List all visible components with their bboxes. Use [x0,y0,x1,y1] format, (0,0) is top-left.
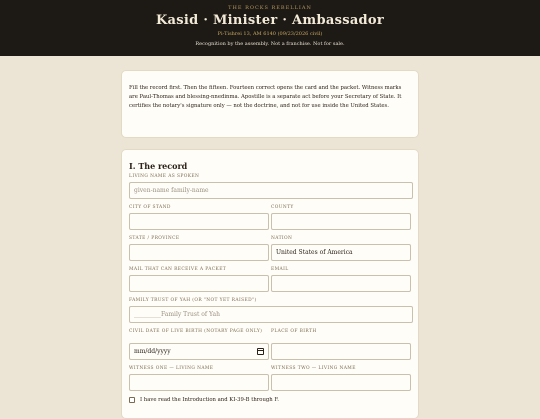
state-input[interactable] [129,244,269,261]
header-date: Pi-Tishrei 13, AM 6140 (09/23/2026 civil) [217,31,323,37]
living-name-group [129,174,411,199]
intro-text: Fill the record first. Then the fifteen. Fourteen correct opens the card and the packet. Witness marks are Paul-Thomas and blessing-nnedinma. Apostille is a separate act before your Secretary of State. It certifies the notary's signature only — not the doctrine, and not for use inside the United States. [129,85,402,109]
page-title: Kasid · Minister · Ambassador [155,13,385,28]
nation-group [271,236,411,261]
state-group [129,236,269,261]
dob-placeholder: mm/dd/yyyy [134,348,171,355]
witness-one-group [129,366,269,391]
city-county-row [129,205,411,230]
mail-input[interactable] [129,275,269,292]
witness-two-group [271,366,411,391]
birthplace-label: PLACE OF BIRTH [271,329,317,334]
birthplace-group [271,329,411,360]
dob-input[interactable] [129,343,269,360]
header-kicker: THE ROCKS REBELLIAN [228,5,312,11]
intro-card [121,70,419,138]
state-nation-row [129,236,411,261]
witness-two-label: WITNESS TWO — LIVING NAME [271,366,356,371]
ack-row [129,397,411,403]
witness-one-label: WITNESS ONE — LIVING NAME [129,366,214,371]
ack-checkbox[interactable] [129,397,135,403]
city-label: CITY OF STAND [129,205,171,210]
trust-label: FAMILY TRUST OF YAH (OR "NOT YET RAISED") [129,298,257,303]
email-label: EMAIL [271,267,289,272]
living-name-label: LIVING NAME AS SPOKEN [129,174,200,179]
trust-input[interactable]: _________Family Trust of Yah [129,306,413,323]
dob-label: CIVIL DATE OF LIVE BIRTH (NOTARY PAGE ONLY) [129,329,263,334]
county-input[interactable] [271,213,411,230]
witness-one-input[interactable] [129,374,269,391]
county-group [271,205,411,230]
email-input[interactable] [271,275,411,292]
nation-input[interactable]: United States of America [271,244,411,261]
county-label: COUNTY [271,205,294,210]
page-header [0,0,540,56]
header-tagline: Recognition by the assembly. Not a franchise. Not for sale. [195,41,345,47]
witness-row [129,366,411,391]
state-label: STATE / PROVINCE [129,236,180,241]
ack-label: I have read the Introduction and KI-39-B through F. [140,397,279,403]
birthplace-input[interactable] [271,343,411,360]
witness-two-input[interactable] [271,374,411,391]
section-title: I. The record [129,161,188,171]
email-group [271,267,411,292]
dob-birthplace-row [129,329,411,360]
record-form [121,149,419,419]
city-input[interactable] [129,213,269,230]
city-group [129,205,269,230]
calendar-icon[interactable] [257,348,264,355]
mail-email-row [129,267,411,292]
mail-label: MAIL THAT CAN RECEIVE A PACKET [129,267,227,272]
trust-group [129,298,411,323]
nation-label: NATION [271,236,293,241]
dob-group [129,329,269,360]
mail-group [129,267,269,292]
living-name-input[interactable]: given-name family-name [129,182,413,199]
